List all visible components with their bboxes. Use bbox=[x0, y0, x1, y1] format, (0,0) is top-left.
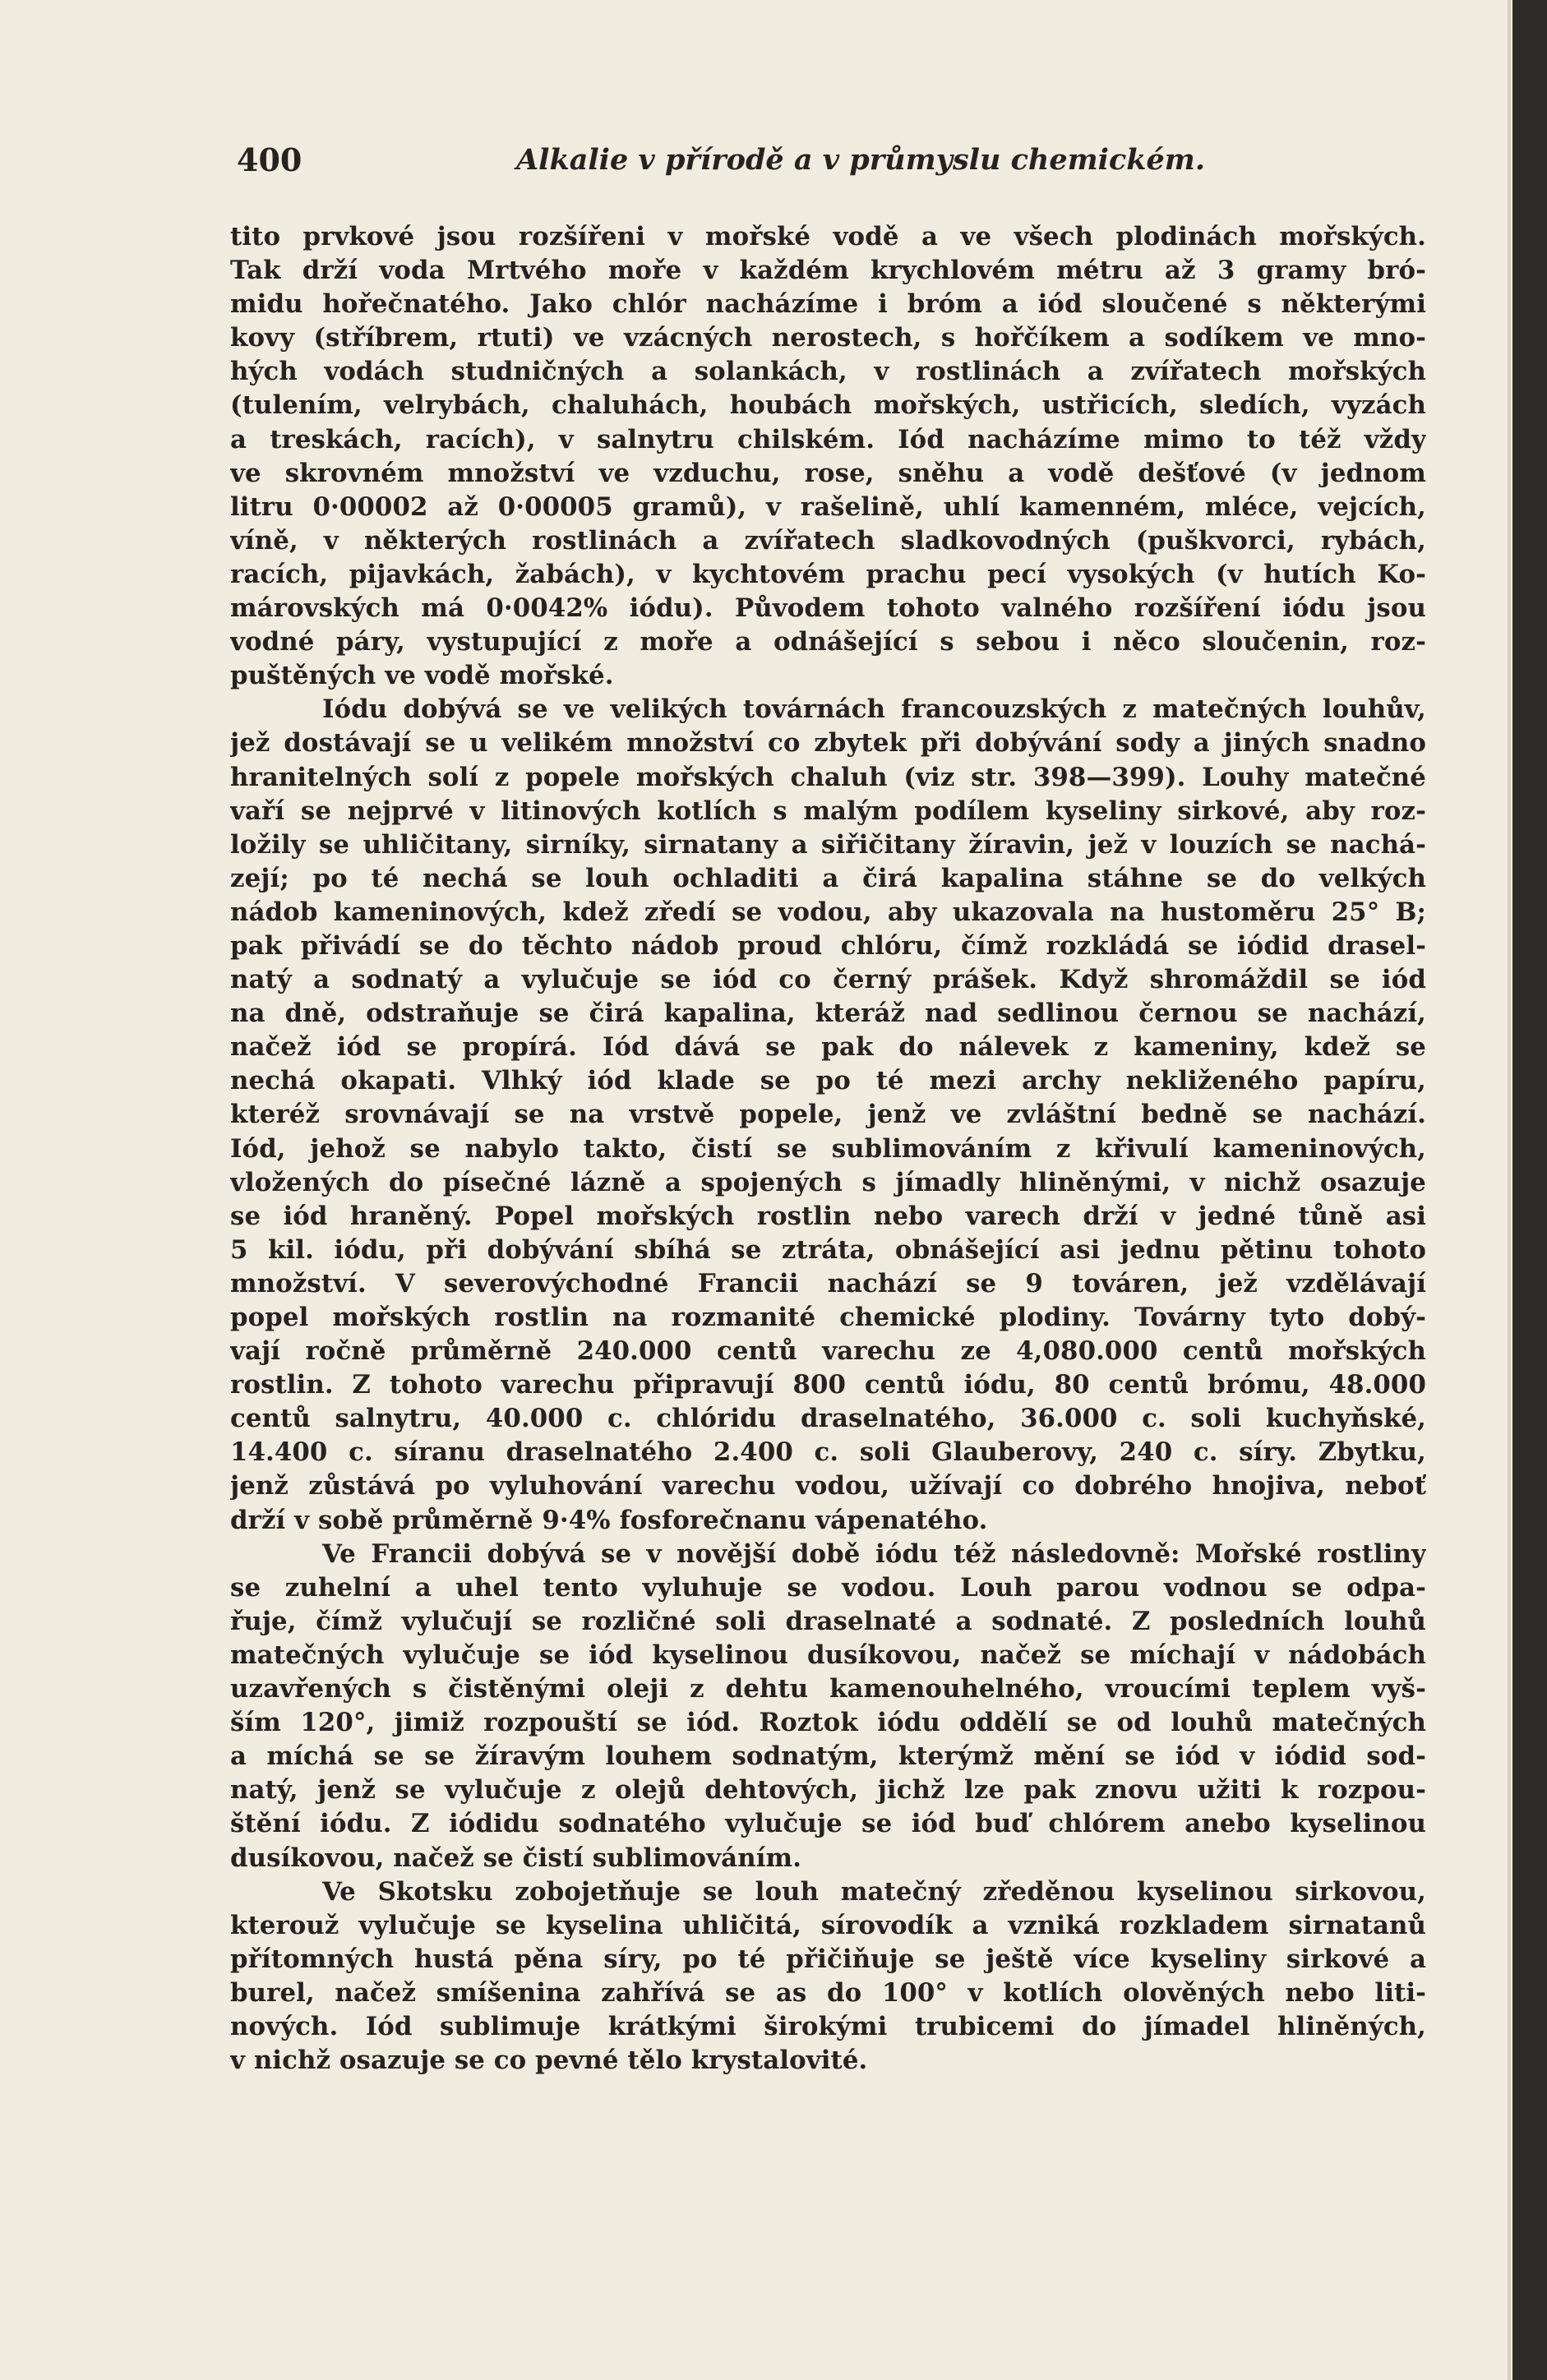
text-line: (tulením, velrybách, chaluhách, houbách mořských, ustřicích, sledích, vyzách bbox=[230, 390, 1426, 421]
text-line: burel, načež smíšenina zahřívá se as do 100° v kotlích olověných nebo liti- bbox=[230, 1977, 1426, 2008]
text-line: nových. Iód sublimuje krátkými širokými trubicemi do jímadel hliněných, bbox=[230, 2011, 1426, 2041]
text-line: a treskách, racích), v salnytru chilském. Iód nacházíme mimo to též vždy bbox=[230, 424, 1426, 454]
text-line: víně, v některých rostlinách a zvířatech sladkovodných (puškvorci, rybách, bbox=[230, 525, 1426, 556]
book-edge bbox=[1512, 0, 1547, 2380]
text-line: ším 120°, jimiž rozpouští se iód. Roztok iódu oddělí se od louhů matečných bbox=[230, 1708, 1426, 1738]
text-line: přítomných hustá pěna síry, po té přičiňuje se ještě více kyseliny sirkové a bbox=[230, 1944, 1426, 1974]
text-line: kterouž vylučuje se kyselina uhličitá, sírovodík a vzniká rozkladem sirnatanů bbox=[230, 1910, 1426, 1940]
text-line: na dně, odstraňuje se čirá kapalina, kteráž nad sedlinou černou se nachází, bbox=[230, 999, 1426, 1029]
page-number: 400 bbox=[237, 141, 302, 178]
text-line: v nichž osazuje se co pevné tělo krystalovité. bbox=[230, 2046, 868, 2076]
text-line: vodné páry, vystupující z moře a odnášející s sebou i něco sloučenin, roz- bbox=[230, 627, 1426, 657]
text-line: nechá okapati. Vlhký iód klade se po té mezi archy nekliženého papíru, bbox=[230, 1066, 1426, 1096]
text-line: natý, jenž se vylučuje z olejů dehtových, jichž lze pak znovu užiti k rozpou- bbox=[230, 1775, 1426, 1806]
text-line: centů salnytru, 40.000 c. chlóridu draselnatého, 36.000 c. soli kuchyňské, bbox=[230, 1404, 1426, 1434]
text-line: hých vodách studničných a solankách, v rostlinách a zvířatech mořských bbox=[230, 357, 1426, 387]
text-line: se iód hraněný. Popel mořských rostlin nebo varech drží v jedné tůně asi bbox=[230, 1201, 1426, 1231]
text-line: drží v sobě průměrně 9·4% fosforečnanu vápenatého. bbox=[230, 1505, 988, 1535]
text-line: ložily se uhličitany, sirníky, sirnatany a siřičitany žíravin, jež v louzích se nachá- bbox=[230, 829, 1426, 860]
text-line: popel mořských rostlin na rozmanité chemické plodiny. Továrny tyto dobý- bbox=[230, 1303, 1426, 1332]
text-line: natý a sodnatý a vylučuje se iód co černý prášek. Když shromáždil se iód bbox=[230, 965, 1426, 995]
text-line: kovy (stříbrem, rtuti) ve vzácných nerostech, s hořčíkem a sodíkem ve mno- bbox=[230, 323, 1426, 353]
text-line: litru 0·00002 až 0·00005 gramů), v rašelině, uhlí kamenném, mléce, vejcích, bbox=[230, 491, 1426, 522]
text-line: racích, pijavkách, žabách), v kychtovém prachu pecí vysokých (v hutích Ko- bbox=[230, 559, 1426, 589]
text-line: dusíkovou, načež se čistí sublimováním. bbox=[230, 1843, 802, 1873]
text-line: vaří se nejprvé v litinových kotlích s malým podílem kyseliny sirkové, aby roz- bbox=[230, 796, 1426, 826]
text-line: a míchá se se žíravým louhem sodnatým, kterýmž mění se iód v iódid sod- bbox=[230, 1741, 1426, 1772]
text-line: ve skrovném množství ve vzduchu, rose, sněhu a vodě dešťové (v jednom bbox=[230, 458, 1426, 488]
body-text bbox=[230, 220, 1426, 2078]
text-line: márovských má 0·0042% iódu). Původem tohoto valného rozšíření iódu jsou bbox=[230, 593, 1426, 624]
text-line: vají ročně průměrně 240.000 centů varechu ze 4,080.000 centů mořských bbox=[230, 1336, 1426, 1367]
text-line: se zuhelní a uhel tento vyluhuje se vodou. Louh parou vodnou se odpa- bbox=[230, 1572, 1426, 1603]
text-line: štění iódu. Z iódidu sodnatého vylučuje se iód buď chlórem anebo kyselinou bbox=[230, 1809, 1426, 1839]
text-line: midu hořečnatého. Jako chlór nacházíme i bróm a iód sloučené s některými bbox=[230, 289, 1426, 320]
text-line: načež iód se propírá. Iód dává se pak do nálevek z kameniny, kdež se bbox=[230, 1032, 1426, 1063]
text-line: rostlin. Z tohoto varechu připravují 800 centů iódu, 80 centů brómu, 48.000 bbox=[230, 1370, 1426, 1400]
text-line: Tak drží voda Mrtvého moře v každém krychlovém métru až 3 gramy bró- bbox=[230, 256, 1426, 286]
text-line: zejí; po té nechá se louh ochladiti a čirá kapalina stáhne se do velkých bbox=[230, 863, 1426, 893]
paragraph bbox=[230, 1875, 1426, 2078]
text-line: jež dostávají se u velikém množství co zbytek při dobývání sody a jiných snadno bbox=[230, 728, 1426, 759]
page-header bbox=[237, 141, 1425, 184]
text-line: uzavřených s čistěnými oleji z dehtu kamenouhelného, vroucími teplem vyš- bbox=[230, 1674, 1426, 1704]
text-line: jenž zůstává po vyluhování varechu vodou, užívají co dobrého hnojiva, neboť bbox=[230, 1471, 1426, 1501]
text-line: nádob kameninových, kdež zředí se vodou, aby ukazovala na hustoměru 25° B; bbox=[230, 897, 1426, 927]
text-line: Ve Skotsku zobojetňuje se louh matečný zředěnou kyselinou sirkovou, bbox=[322, 1876, 1426, 1907]
text-line: 14.400 c. síranu draselnatého 2.400 c. soli Glauberovy, 240 c. síry. Zbytku, bbox=[230, 1437, 1426, 1468]
text-line: Iódu dobývá se ve velikých továrnách francouzských z matečných louhův, bbox=[322, 694, 1426, 725]
text-line: 5 kil. iódu, při dobývání sbíhá se ztráta, obnášející asi jednu pětinu tohoto bbox=[230, 1234, 1426, 1265]
text-line: vložených do písečné lázně a spojených s jímadly hliněnými, v nichž osazuje bbox=[230, 1167, 1426, 1197]
paragraph bbox=[230, 1538, 1426, 1875]
running-title: Alkalie v přírodě a v průmyslu chemickém. bbox=[516, 143, 1206, 177]
text-line: puštěných ve vodě mořské. bbox=[230, 661, 614, 691]
text-line: matečných vylučuje se iód kyselinou dusíkovou, načež se míchají v nádobách bbox=[230, 1640, 1426, 1670]
text-line: množství. V severovýchodné Francii nachází se 9 továren, jež vzdělávají bbox=[230, 1268, 1426, 1298]
page-edge-line bbox=[1508, 0, 1511, 2380]
text-line: Ve Francii dobývá se v novější době iódu též následovně: Mořské rostliny bbox=[322, 1538, 1426, 1569]
text-line: Iód, jehož se nabylo takto, čistí se sublimováním z křivulí kameninových, bbox=[230, 1133, 1426, 1164]
paragraph bbox=[230, 220, 1426, 693]
text-line: tito prvkové jsou rozšířeni v mořské vodě a ve všech plodinách mořských. bbox=[230, 222, 1426, 251]
text-line: kteréž srovnávají se na vrstvě popele, jenž ve zvláštní bedně se nachází. bbox=[230, 1100, 1426, 1130]
text-line: řuje, čímž vylučují se rozličné soli draselnaté a sodnaté. Z posledních louhů bbox=[230, 1606, 1426, 1636]
text-line: pak přivádí se do těchto nádob proud chlóru, čímž rozkládá se iódid drasel- bbox=[230, 930, 1426, 961]
text-line: hranitelných solí z popele mořských chaluh (viz str. 398—399). Louhy matečné bbox=[230, 762, 1426, 792]
paragraph bbox=[230, 693, 1426, 1537]
